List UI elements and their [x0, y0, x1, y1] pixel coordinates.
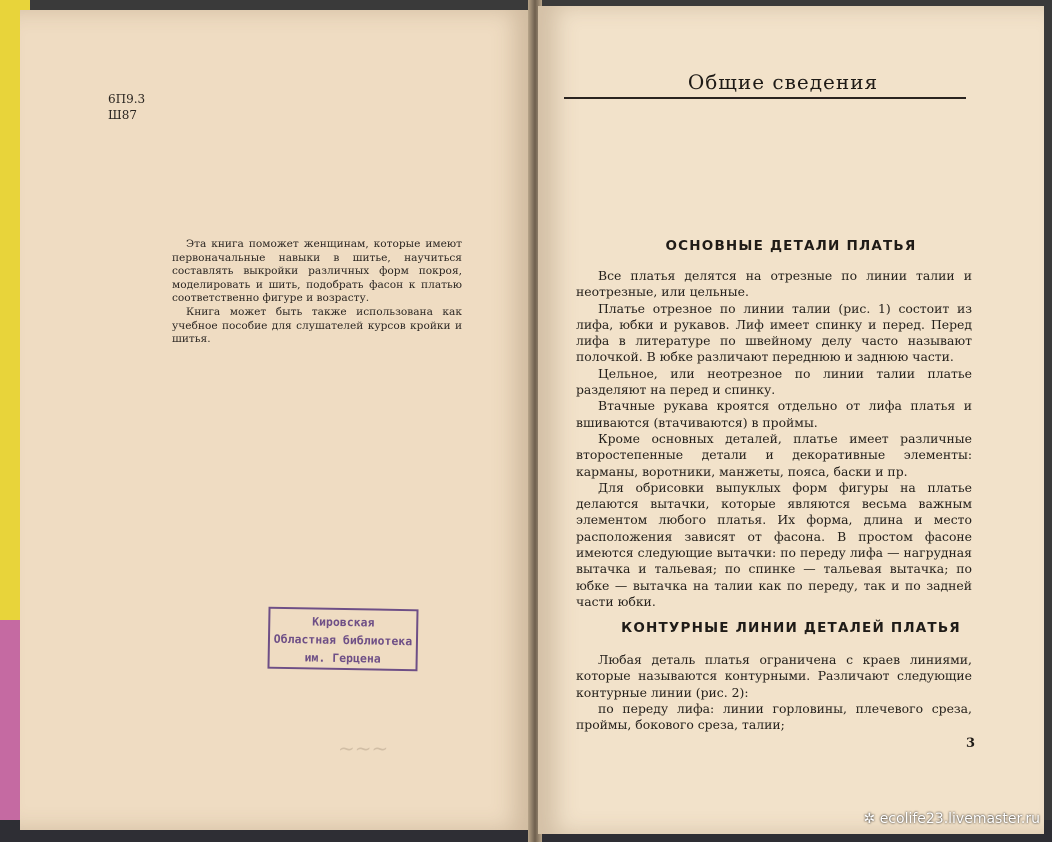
paragraph: Платье отрезное по линии талии (рис. 1) состоит из лифа, юбки и рукавов. Лиф имеет спинку и перед. Перед лифа в литературе по швейному делу часто называют полочкой. В юбке различают переднюю и заднюю части.: [576, 300, 972, 365]
watermark: [864, 811, 1041, 827]
stamp-line: им. Герцена: [304, 650, 381, 666]
paragraph: Любая деталь платья ограничена с краев линиями, которые называются контурными. Различают следующие контурные линии (рис. 2):: [576, 652, 972, 700]
section-heading: ОСНОВНЫЕ ДЕТАЛИ ПЛАТЬЯ: [665, 238, 917, 254]
paragraph: Для обрисовки выпуклых форм фигуры на платье делаются вытачки, которые являются весьма важным элементом любого платья. Их форма, длина и место расположения зависят от фасона. В простом фасоне имеются следующие вытачки: по переду лифа — нагрудная вытачка и тальевая; по спинке — тальевая вытачка; по юбке — вытачка на талии как по переду, так и по задней части юбки.: [576, 479, 972, 609]
faint-ink-mark: ~~~: [338, 736, 389, 760]
annotation-paragraph: Эта книга поможет женщинам, которые имеют первоначальные навыки в шитье, научиться составлять выкройки различных форм покроя, моделировать и шить, подобрать фасон к платью соответственно фигуре и возрасту.: [172, 238, 462, 305]
library-code: 6П9.3: [108, 92, 146, 106]
book-annotation: [172, 238, 462, 347]
watermark-text: ecolife23.livemaster.ru: [879, 811, 1040, 827]
right-page: [538, 6, 1044, 834]
chapter-title: Общие сведения: [687, 70, 879, 94]
page-number: 3: [966, 736, 976, 751]
paragraph: Кроме основных деталей, платье имеет различные второстепенные детали и декоративные элементы: карманы, воротники, манжеты, пояса, баски и пр.: [576, 430, 972, 479]
title-rule: [564, 97, 966, 99]
stamp-line: Кировская: [312, 614, 375, 630]
paragraph: Втачные рукава кроятся отдельно от лифа платья и вшиваются (втачиваются) в проймы.: [576, 398, 972, 430]
paragraph: по переду лифа: линии горловины, плечевого среза, проймы, бокового среза, талии;: [576, 700, 972, 733]
library-stamp: [267, 607, 418, 672]
paragraph: Все платья делятся на отрезные по линии талии и неотрезные, или цельные.: [576, 268, 972, 300]
paragraph: Цельное, или неотрезное по линии талии платье разделяют на перед и спинку.: [576, 365, 972, 398]
annotation-paragraph: Книга может быть также использована как учебное пособие для слушателей курсов кройки и шитья.: [172, 305, 462, 346]
section-body: [576, 652, 972, 733]
gear-icon: ✲: [863, 811, 880, 827]
author-code: Ш87: [108, 108, 137, 122]
stamp-line: Областная библиотека: [273, 631, 413, 649]
section-heading: КОНТУРНЫЕ ЛИНИИ ДЕТАЛЕЙ ПЛАТЬЯ: [621, 620, 961, 636]
section-body: [576, 268, 972, 610]
left-page: [20, 10, 532, 830]
